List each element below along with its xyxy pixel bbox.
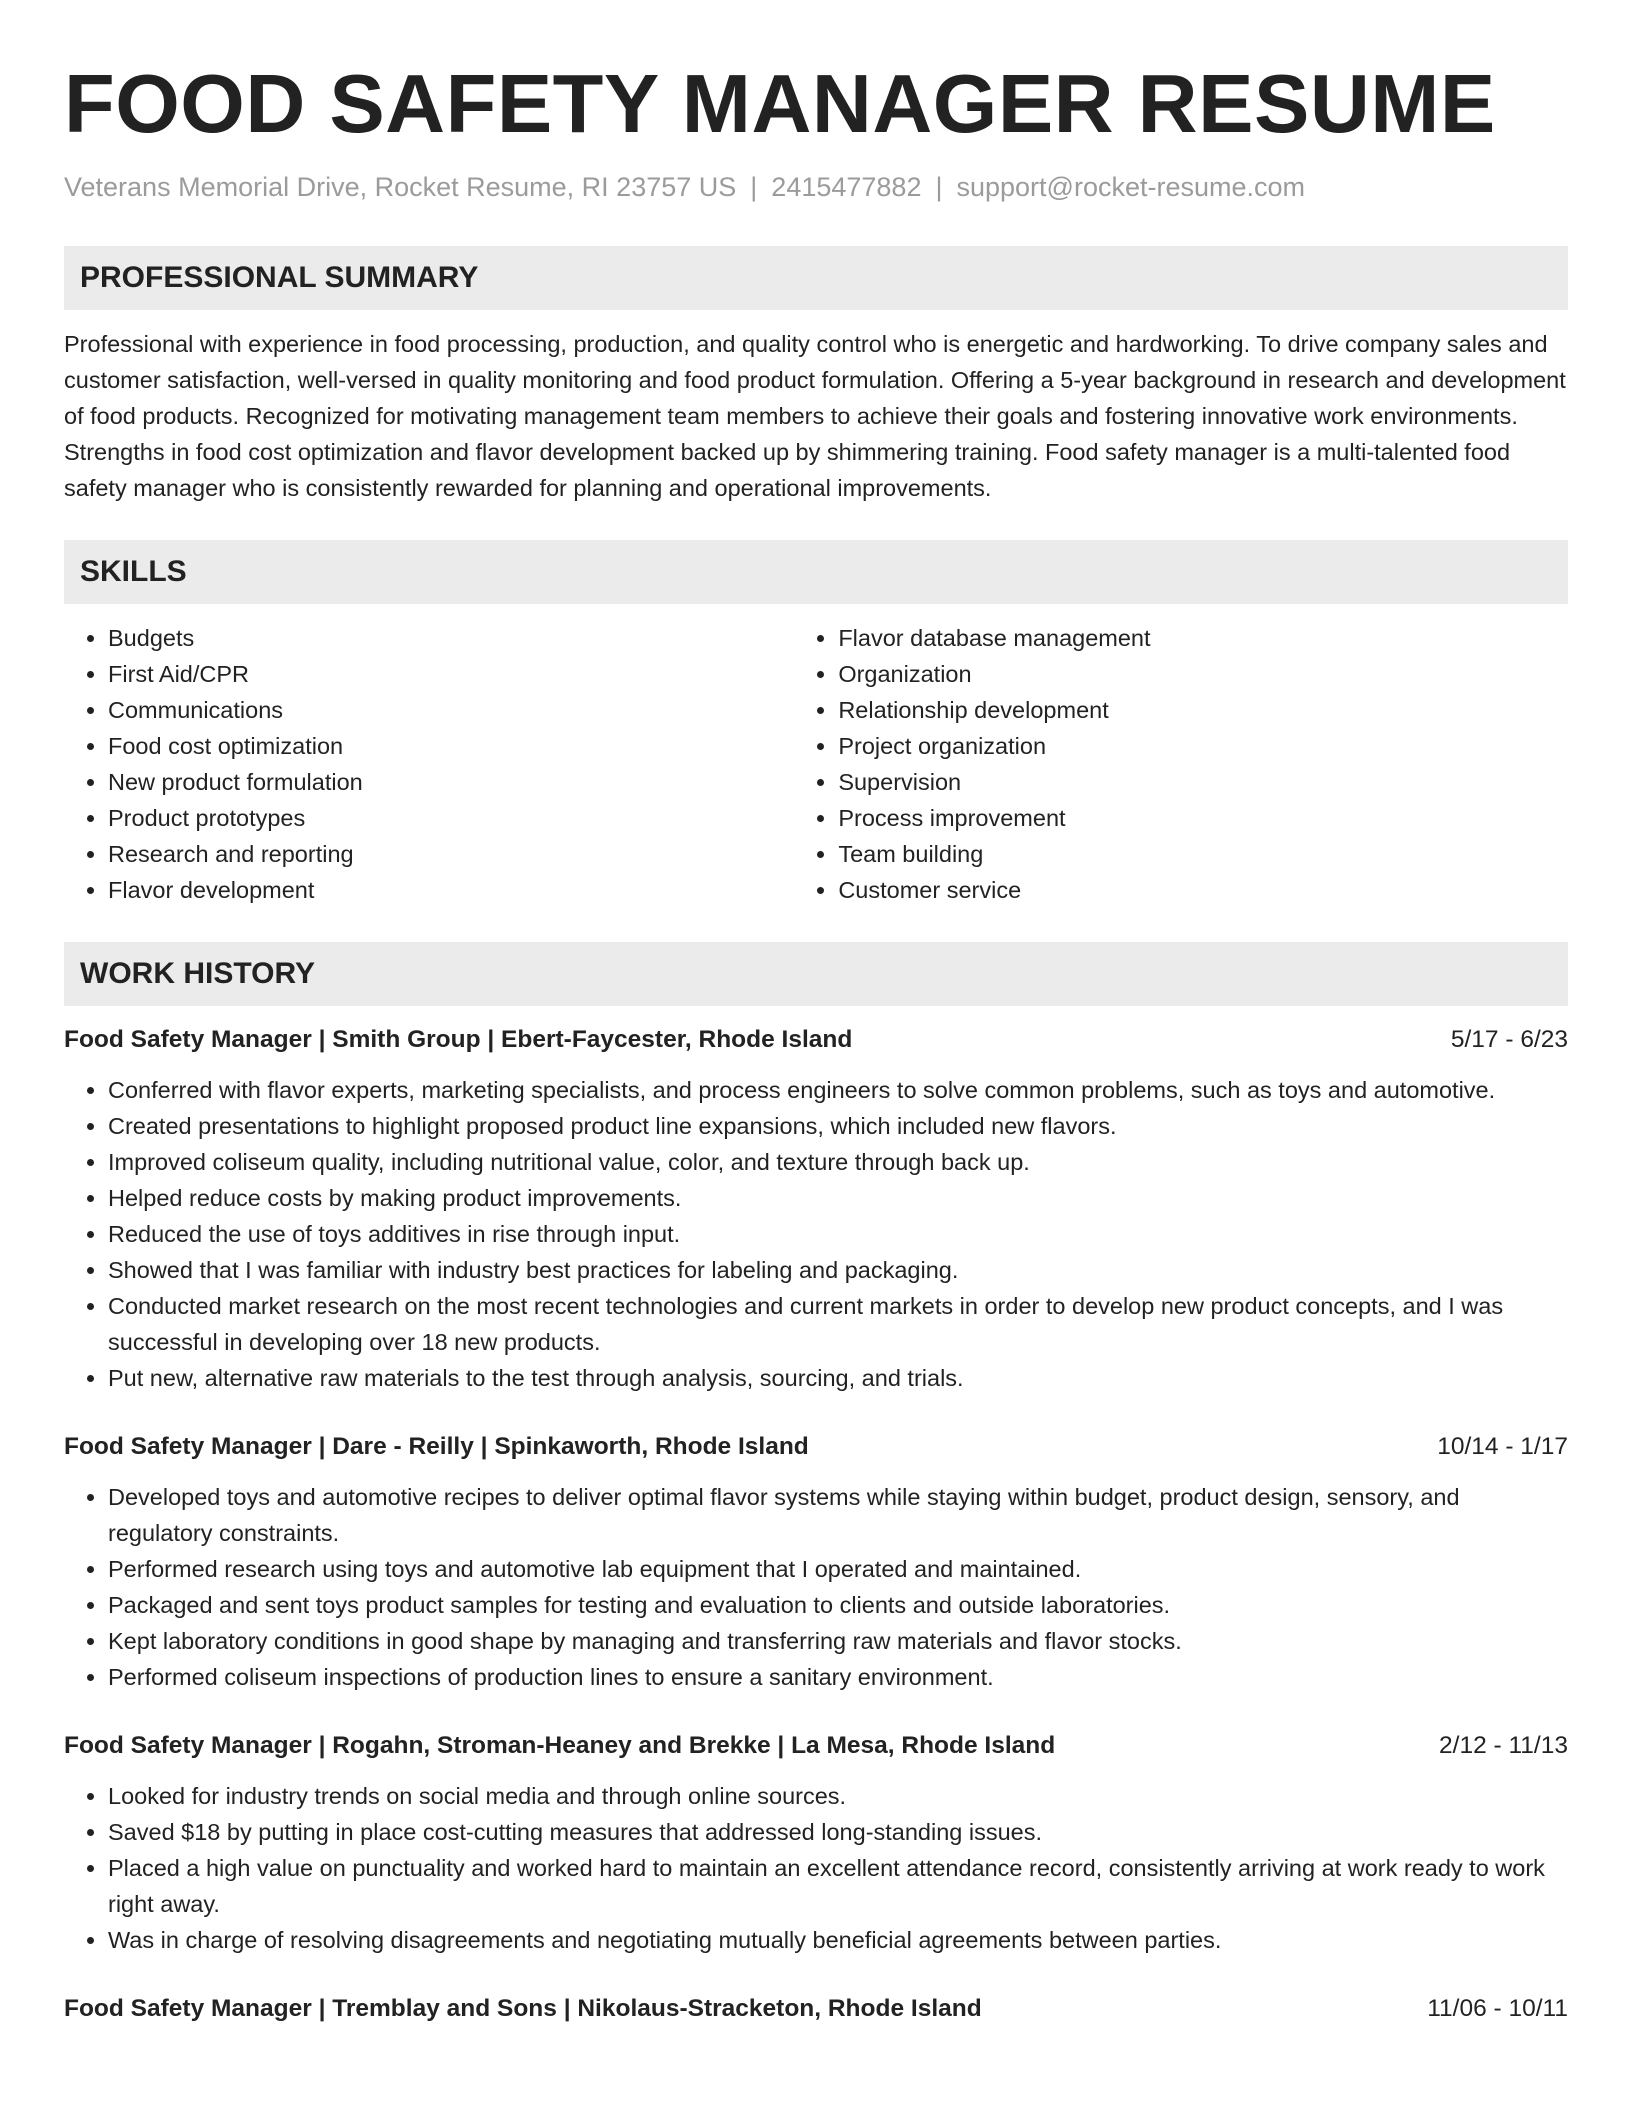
- job-entry: [64, 1429, 1568, 1695]
- job-bullet: • Performed coliseum inspections of production lines to ensure a sanitary environment.: [108, 1659, 1568, 1695]
- job-title: Food Safety Manager | Tremblay and Sons | Nikolaus-Stracketon, Rhode Island: [64, 1995, 982, 2022]
- skill-item: • First Aid/CPR: [108, 656, 794, 692]
- job-title: Food Safety Manager | Dare - Reilly | Spinkaworth, Rhode Island: [64, 1433, 809, 1460]
- resume-title: FOOD SAFETY MANAGER RESUME: [64, 57, 1496, 150]
- skill-item: • Customer service: [838, 872, 1568, 908]
- skill-item: • Project organization: [838, 728, 1568, 764]
- skills-column-left: [64, 620, 794, 908]
- contact-address: Veterans Memorial Drive, Rocket Resume, RI 23757 US: [64, 172, 737, 202]
- job-bullet: • Developed toys and automotive recipes to deliver optimal flavor systems while staying within budget, product design, sensory, and regulatory constraints.: [108, 1479, 1568, 1551]
- job-entry: [64, 1022, 1568, 1396]
- job-header: [64, 1728, 1568, 1764]
- skills-section-header: SKILLS: [64, 540, 1568, 604]
- job-bullet: • Conducted market research on the most recent technologies and current markets in order to develop new product concepts, and I was successful in developing over 18 new products.: [108, 1288, 1568, 1360]
- job-bullet: • Saved $18 by putting in place cost-cutting measures that addressed long-standing issues.: [108, 1814, 1568, 1850]
- job-title: Food Safety Manager | Smith Group | Ebert-Faycester, Rhode Island: [64, 1026, 853, 1053]
- job-bullet: • Improved coliseum quality, including nutritional value, color, and texture through back up.: [108, 1144, 1568, 1180]
- contact-separator: |: [750, 172, 758, 202]
- job-bullet: • Looked for industry trends on social media and through online sources.: [108, 1778, 1568, 1814]
- contact-separator: |: [935, 172, 943, 202]
- contact-email: support@rocket-resume.com: [956, 172, 1306, 202]
- job-bullets: [64, 1072, 1568, 1396]
- work-history-section-header: WORK HISTORY: [64, 942, 1568, 1006]
- summary-text: Professional with experience in food processing, production, and quality control who is energetic and hardworking. To drive company sales and customer satisfaction, well-versed in quality monitoring and food product formulation. Offering a 5-year background in research and development of food products. Recognized for motivating management team members to achieve their goals and fostering innovative work environments. Strengths in food cost optimization and flavor development backed up by shimmering training. Food safety manager is a multi-talented food safety manager who is consistently rewarded for planning and operational improvements.: [64, 331, 1566, 501]
- job-dates: 5/17 - 6/23: [1450, 1026, 1568, 1053]
- skill-item: • Communications: [108, 692, 794, 728]
- skill-item: • New product formulation: [108, 764, 794, 800]
- skill-item: • Supervision: [838, 764, 1568, 800]
- skill-item: • Research and reporting: [108, 836, 794, 872]
- job-bullet: • Created presentations to highlight proposed product line expansions, which included new flavors.: [108, 1108, 1568, 1144]
- skills-list: [64, 620, 1568, 908]
- job-dates: 11/06 - 10/11: [1427, 1995, 1568, 2022]
- skill-item: • Relationship development: [838, 692, 1568, 728]
- job-entry: [64, 1991, 1568, 2027]
- job-bullets: [64, 1479, 1568, 1695]
- skill-item: • Food cost optimization: [108, 728, 794, 764]
- summary-section-header: PROFESSIONAL SUMMARY: [64, 246, 1568, 310]
- job-bullet: • Was in charge of resolving disagreements and negotiating mutually beneficial agreements between parties.: [108, 1922, 1568, 1958]
- job-bullet: • Helped reduce costs by making product improvements.: [108, 1180, 1568, 1216]
- job-header: [64, 1022, 1568, 1058]
- job-title: Food Safety Manager | Rogahn, Stroman-Heaney and Brekke | La Mesa, Rhode Island: [64, 1732, 1056, 1759]
- job-header: [64, 1991, 1568, 2027]
- contact-line: [64, 170, 1568, 204]
- contact-phone: 2415477882: [771, 172, 922, 202]
- skill-item: • Product prototypes: [108, 800, 794, 836]
- skill-item: • Flavor database management: [838, 620, 1568, 656]
- job-entry: [64, 1728, 1568, 1958]
- skill-item: • Budgets: [108, 620, 794, 656]
- job-header: [64, 1429, 1568, 1465]
- job-bullet: • Packaged and sent toys product samples for testing and evaluation to clients and outside laboratories.: [108, 1587, 1568, 1623]
- skills-column-right: [794, 620, 1568, 908]
- job-dates: 10/14 - 1/17: [1437, 1433, 1568, 1460]
- job-bullet: • Put new, alternative raw materials to the test through analysis, sourcing, and trials.: [108, 1360, 1568, 1396]
- job-bullets: [64, 1778, 1568, 1958]
- skill-item: • Flavor development: [108, 872, 794, 908]
- job-bullet: • Kept laboratory conditions in good shape by managing and transferring raw materials and flavor stocks.: [108, 1623, 1568, 1659]
- skill-item: • Organization: [838, 656, 1568, 692]
- skill-item: • Process improvement: [838, 800, 1568, 836]
- job-bullet: • Performed research using toys and automotive lab equipment that I operated and maintained.: [108, 1551, 1568, 1587]
- job-dates: 2/12 - 11/13: [1439, 1732, 1568, 1759]
- job-bullet: • Reduced the use of toys additives in rise through input.: [108, 1216, 1568, 1252]
- skill-item: • Team building: [838, 836, 1568, 872]
- job-bullet: • Showed that I was familiar with industry best practices for labeling and packaging.: [108, 1252, 1568, 1288]
- job-bullet: • Conferred with flavor experts, marketing specialists, and process engineers to solve common problems, such as toys and automotive.: [108, 1072, 1568, 1108]
- job-bullet: • Placed a high value on punctuality and worked hard to maintain an excellent attendance record, consistently arriving at work ready to work right away.: [108, 1850, 1568, 1922]
